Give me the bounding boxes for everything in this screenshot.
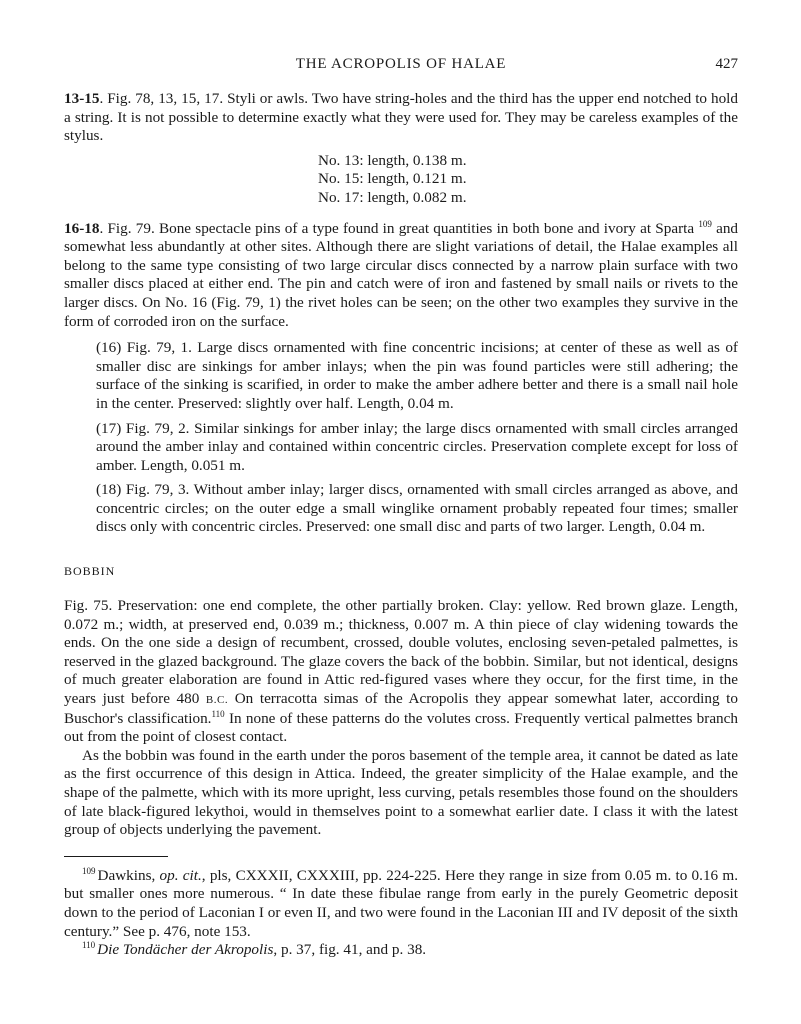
footnote-ref-109[interactable]: 109 [698,218,712,229]
styli-heading: 13-15 [64,90,100,107]
bobbin-section [64,597,738,840]
bc-abbrev: B.C. [205,694,229,707]
styli-section [64,90,738,208]
entry-16: (16) Fig. 79, 1. Large discs ornamented with fine concentric incisions; at center of these as well as of smaller disc are sinkings for amber inlays; when the pin was found particles were still adhering; the surface of the sinking is scarified, in order to make the amber adhere better and there is a small nail hole in the center. Preserved: slightly over half. Length, 0.04 m. [96,339,738,412]
page-number: 427 [715,56,738,72]
measurement-no-17: No. 17: length, 0.082 m. [318,188,467,206]
footnote-109-op-cit: op. cit. [159,866,202,884]
pins-section [64,220,738,538]
measurement-no-15: No. 15: length, 0.121 m. [318,170,467,188]
footnote-109-b: , pls, CXXXII, CXXXIII, pp. 224-225. Here they range in size from 0.05 m. to 0.16 m. but smaller ones more numerous. “ In date these fibulae range from early in the purely Geometric deposit down to the period of Laconian I or even II, and two were found in the Laconian III and IV deposit of the sixth century.” See p. 476, note 153. [64,866,738,940]
footnote-109-mark: 109 [82,865,96,876]
footnote-110-title: Die Tondächer der Akropolis [97,941,274,959]
running-title: THE ACROPOLIS OF HALAE [295,56,507,72]
styli-text: . Fig. 78, 13, 15, 17. Styli or awls. Two have string-holes and the third has the upper end notched to hold a string. It is not possible to determine exactly what they were used for. They may be careless examples of the stylus. [64,90,738,145]
footnote-ref-110[interactable]: 110 [211,708,225,719]
pins-text-b: and somewhat less abundantly at other sites. Although there are slight variations of detail, the Halae examples all belong to the same type consisting of two large circular discs connected by a narrow plain surface with two smaller discs placed at either end. The pin and catch were of iron and fastened by small nails or rivets to the larger discs. On No. 16 (Fig. 79, 1) the rivet holes can be seen; on the other two examples they survive in the form of corroded iron on the surface. [64,219,739,330]
footnotes [64,867,738,960]
bobbin-paragraph-1 [64,597,738,747]
bobbin-p1-c: In none of these patterns do the volutes cross. Frequently vertical palmettes branch out from the point of closest contact. [64,709,738,746]
footnote-110-b: , p. 37, fig. 41, and p. 38. [273,941,427,959]
bobbin-p1-b: On terracotta simas of the Acropolis they appear somewhat later, according to Buschor's classification. [64,690,738,727]
pins-heading: 16-18 [64,219,100,237]
measurement-no-13: No. 13: length, 0.138 m. [318,151,467,169]
footnote-109 [64,867,738,941]
pin-entries [96,339,738,537]
page [64,56,738,960]
bobbin-paragraph-2: As the bobbin was found in the earth under the poros basement of the temple area, it cannot be dated as late as the first occurrence of this design in Attica. Indeed, the greater simplicity of the Halae example, and the shape of the palmette, which with its more upright, less curving, petals resembles those found on the shoulders of late black-figured lekythoi, would in themselves point to a somewhat earlier date. I class it with the latest group of objects underlying the pavement. [64,746,738,839]
styli-paragraph [64,90,738,146]
bobbin-p1-a: Fig. 75. Preservation: one end complete, the other partially broken. Clay: yellow. Red brown glaze. Length, 0.072 m.; width, at preserved end, 0.039 m.; thickness, 0.007 m. A thin piece of clay widening towards the ends. On the one side a design of recumbent, crossed, double volutes, enclosing seven-petaled palmettes, is reserved in the glazed background. The glaze covers the back of the bobbin. Similar, but not identical, designs of much greater elaboration are found in Attic red-figured vases where they occur, for the first time, in the years just before 480 [64,597,738,708]
pins-paragraph [64,220,738,332]
bobbin-heading: BOBBIN [64,564,116,579]
entry-18: (18) Fig. 79, 3. Without amber inlay; larger discs, ornamented with small circles arranged as above, and concentric circles; on the outer edge a small winglike ornament probably repeated four times; smaller discs only with concentric circles. Preserved: one small disc and parts of two larger. Length, 0.04 m. [96,481,738,536]
footnote-110 [64,941,738,960]
pins-text-a: . Fig. 79. Bone spectacle pins of a type found in great quantities in both bone and ivory at Sparta [99,219,695,237]
footnote-110-mark: 110 [82,940,96,951]
footnote-109-a: Dawkins, [97,866,160,884]
running-head [64,56,738,80]
footnote-rule [64,856,168,857]
entry-17: (17) Fig. 79, 2. Similar sinkings for amber inlay; the large discs ornamented with small circles arranged around the amber inlay and contained within concentric circles. Preservation complete except for loss of amber. Length, 0.051 m. [96,419,738,474]
styli-measurements [318,152,738,208]
